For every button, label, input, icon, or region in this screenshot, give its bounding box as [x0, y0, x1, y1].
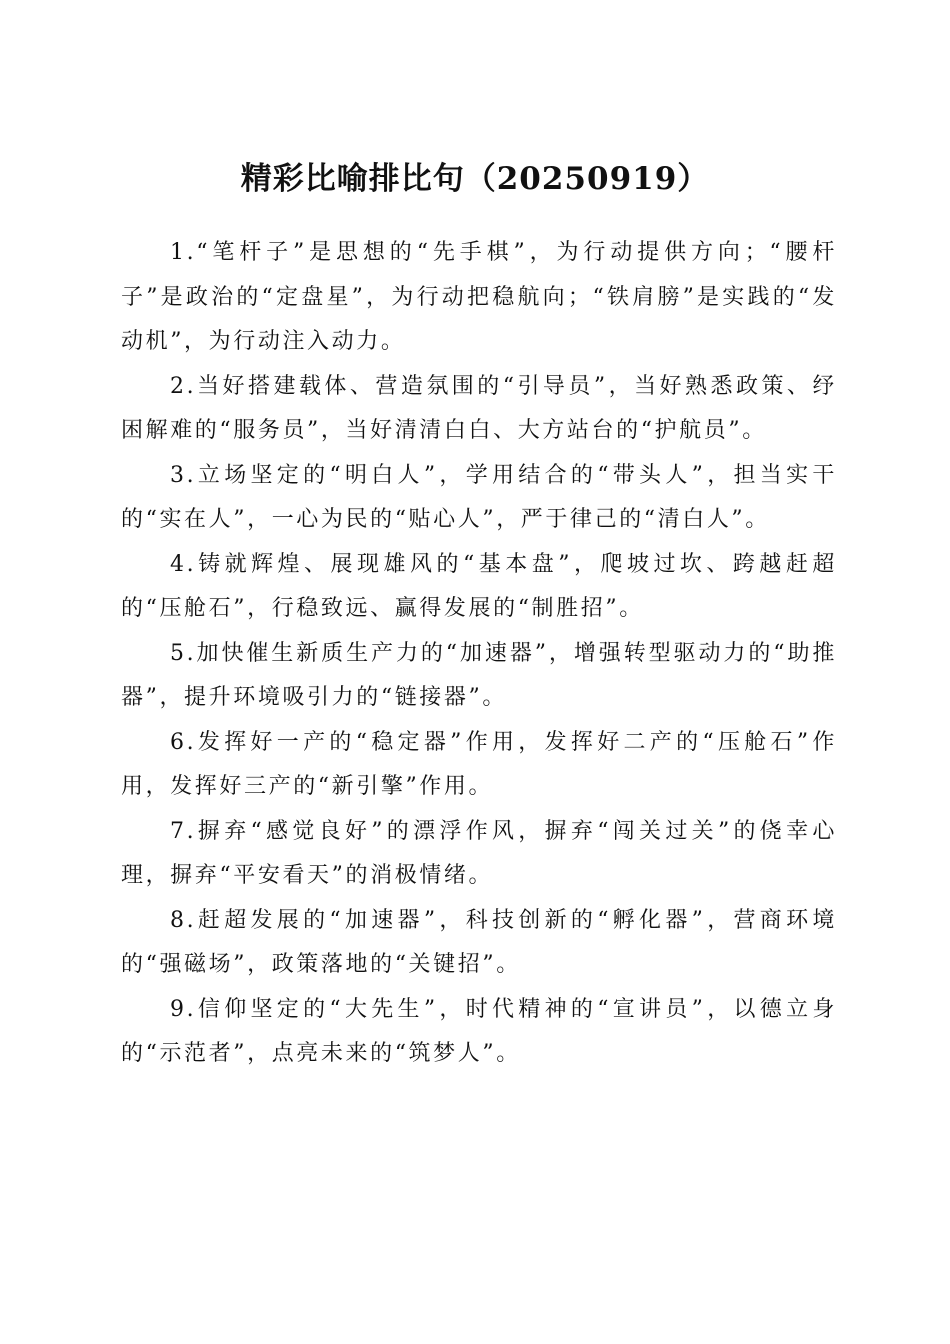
paragraph-2: 2.当好搭建载体、营造氛围的“引导员”，当好熟悉政策、纾困解难的“服务员”，当好清清白白、大方站台的“护航员”。	[121, 373, 837, 443]
paragraph-9: 9.信仰坚定的“大先生”，时代精神的“宣讲员”，以德立身的“示范者”，点亮未来的“筑梦人”。	[121, 996, 837, 1066]
paragraph-6: 6.发挥好一产的“稳定器”作用，发挥好二产的“压舱石”作用，发挥好三产的“新引擎”作用。	[121, 729, 837, 799]
paragraph-8: 8.赶超发展的“加速器”，科技创新的“孵化器”，营商环境的“强磁场”，政策落地的“关键招”。	[121, 907, 837, 977]
document-body	[121, 231, 837, 1077]
paragraph-4: 4.铸就辉煌、展现雄风的“基本盘”，爬坡过坎、跨越赶超的“压舱石”，行稳致远、赢得发展的“制胜招”。	[121, 551, 837, 621]
document-title: 精彩比喻排比句（20250919）	[240, 160, 710, 197]
paragraph-3: 3.立场坚定的“明白人”，学用结合的“带头人”，担当实干的“实在人”，一心为民的“贴心人”，严于律己的“清白人”。	[121, 462, 837, 532]
paragraph-1: 1.“笔杆子”是思想的“先手棋”，为行动提供方向；“腰杆子”是政治的“定盘星”，为行动把稳航向；“铁肩膀”是实践的“发动机”，为行动注入动力。	[121, 240, 837, 354]
paragraph-5: 5.加快催生新质生产力的“加速器”，增强转型驱动力的“助推器”，提升环境吸引力的“链接器”。	[121, 640, 837, 710]
paragraph-7: 7.摒弃“感觉良好”的漂浮作风，摒弃“闯关过关”的侥幸心理，摒弃“平安看天”的消极情绪。	[121, 818, 837, 888]
